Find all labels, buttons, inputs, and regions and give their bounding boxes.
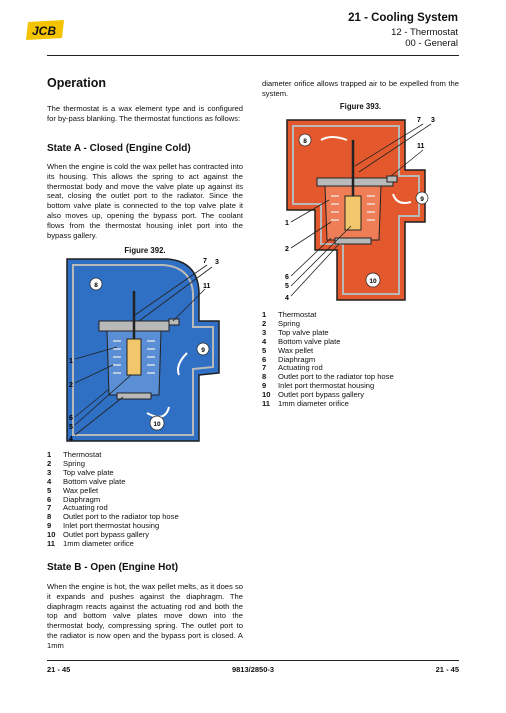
legend-item: 6 Diaphragm [47,494,101,504]
fig392-label-3: 3 [215,259,219,266]
legend-item: 2 Spring [262,318,300,328]
legend-item: 2 Spring [47,458,85,468]
legend-item: 11 1mm diameter orifice [47,539,134,549]
legend-item: 7 Actuating rod [47,503,108,513]
state-b-heading: State B - Open (Engine Hot) [47,562,179,573]
state-b-paragraph: When the engine is hot, the wax pellet melts, as it does so it expands and pushes against the diaphragm. The diaphragm reacts against the actuating rod and both the top and bottom valve plates move down into the thermostat body, compressing spring. The outlet port to the radiator is now open and the bypass port is closed. A 1mm [47,582,243,650]
figure-393-caption: Figure 393. [339,102,382,111]
figure-393-thermostat-open [275,110,451,306]
state-a-heading: State A - Closed (Engine Cold) [47,143,191,154]
fig392-label-10: 10 [153,421,161,428]
legend-item: 10 Outlet port bypass gallery [47,530,150,540]
legend-item: 1 Thermostat [262,310,317,319]
legend-item: 1 Thermostat [47,450,102,459]
legend-figure-392 [47,451,243,549]
fig392-label-11: 11 [203,283,211,290]
legend-figure-393 [262,311,459,409]
fig393-label-8: 8 [303,138,307,145]
fig392-label-6: 6 [69,415,73,422]
svg-text:JCB: JCB [32,24,57,38]
legend-item: 6 Diaphragm [262,354,316,364]
legend-item: 9 Inlet port thermostat housing [47,521,160,531]
footer-document-number: 9813/2850-3 [231,665,275,674]
footer-page-right: 21 - 45 [435,665,459,674]
fig392-label-9: 9 [201,347,205,354]
legend-item: 4 Bottom valve plate [262,336,341,346]
fig393-label-9: 9 [420,196,424,203]
legend-item: 8 Outlet port to the radiator top hose [262,372,394,382]
legend-item: 7 Actuating rod [262,363,323,373]
subsection-title: 12 - Thermostat [391,27,458,38]
figure-392-thermostat-closed [47,255,243,445]
legend-item: 9 Inlet port thermostat housing [262,381,375,391]
legend-item: 10 Outlet port bypass gallery [262,390,365,400]
fig392-label-7: 7 [203,258,207,265]
fig392-label-8: 8 [94,282,98,289]
fig393-label-7: 7 [417,117,421,124]
page-heading: Operation [47,76,107,90]
fig393-label-3: 3 [431,117,435,124]
legend-item: 5 Wax pellet [47,485,99,495]
fig393-label-5: 5 [285,283,289,290]
legend-item: 3 Top valve plate [47,467,114,477]
legend-item: 4 Bottom valve plate [47,476,126,486]
legend-item: 3 Top valve plate [262,327,329,337]
fig393-label-6: 6 [285,274,289,281]
figure-392-caption: Figure 392. [124,246,166,255]
fig392-label-1: 1 [69,358,73,365]
fig392-label-5: 5 [69,424,73,431]
continuation-paragraph: diameter orifice allows trapped air to be expelled from the system. [262,79,459,98]
footer-rule [47,660,459,661]
fig393-label-10: 10 [369,278,377,285]
legend-item: 5 Wax pellet [262,345,314,355]
fig392-label-4: 4 [69,436,73,443]
legend-item: 11 1mm diameter orifice [262,399,349,409]
state-a-paragraph: When the engine is cold the wax pellet has contracted into its housing. This allows the spring to act against the thermostat body and move the valve plate up against its seat, closing the outlet port to the radiator. Since the bottom valve plate is connected to the top valve plate it also moves up, opening the bypass port. The coolant flows from the thermostat housing inlet port into the bypass gallery. [47,162,243,240]
header-rule [47,55,459,56]
jcb-logo [26,18,66,42]
subsubsection-title: 00 - General [405,38,458,49]
fig393-label-4: 4 [285,295,289,302]
fig393-label-2: 2 [285,246,289,253]
legend-item: 8 Outlet port to the radiator top hose [47,512,179,522]
intro-paragraph: The thermostat is a wax element type and is configured for by-pass blanking. The thermostat functions as follows: [47,104,243,123]
fig393-label-11: 11 [417,143,425,150]
section-title: 21 - Cooling System [348,12,458,24]
footer-page-left: 21 - 45 [47,665,71,674]
fig392-label-2: 2 [69,382,73,389]
fig393-label-1: 1 [285,220,289,227]
